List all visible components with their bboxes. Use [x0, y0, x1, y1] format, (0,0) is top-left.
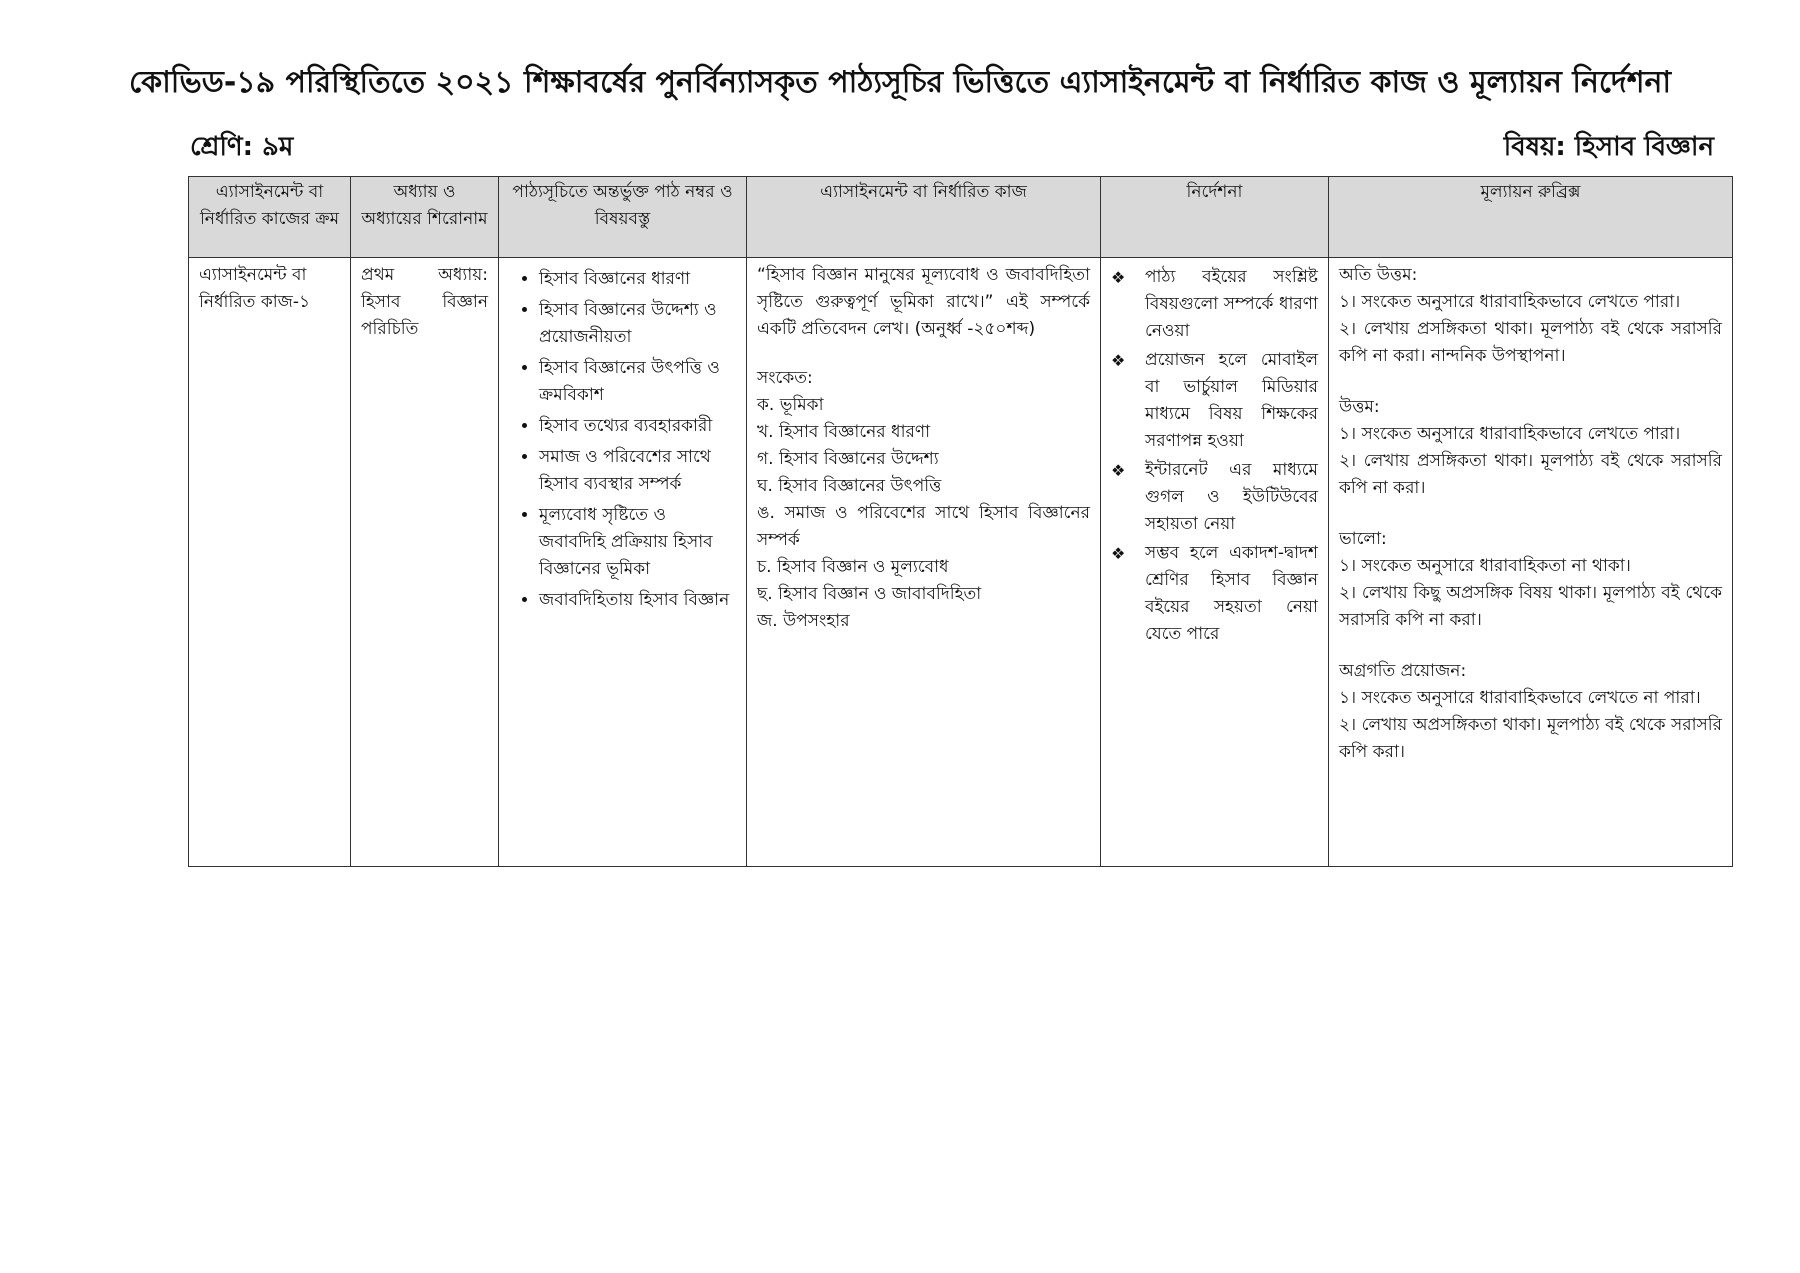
rubric-point: ২। লেখায় কিছু অপ্রসঙ্গিক বিষয় থাকা। মূলপাঠ্য বই থেকে সরাসরি কপি না করা।: [1339, 583, 1722, 630]
page-title: কোভিড-১৯ পরিস্থিতিতে ২০২১ শিক্ষাবর্ষের পুনর্বিন্যাসকৃত পাঠ্যসূচির ভিত্তিতে এ্যাসাইনমেন্ট বা নির্ধারিত কাজ ও মূল্যায়ন নির্দেশনা: [128, 65, 1672, 100]
header-instructions: নির্দেশনা: [1101, 177, 1329, 258]
rubric-point: ১। সংকেত অনুসারে ধারাবাহিকভাবে লেখতে না পারা।: [1339, 688, 1701, 708]
rubric-point: ১। সংকেত অনুসারে ধারাবাহিকভাবে লেখতে পারা।: [1339, 292, 1681, 312]
table-header-row: [189, 177, 1733, 258]
list-item: • হিসাব বিজ্ঞানের উদ্দেশ্য ও প্রয়োজনীয়তা: [539, 297, 736, 351]
hint-item: চ. হিসাব বিজ্ঞান ও মূল্যবোধ: [757, 557, 949, 577]
hint-item: ঘ. হিসাব বিজ্ঞানের উৎপত্তি: [757, 476, 942, 496]
header-task: এ্যাসাইনমেন্ট বা নির্ধারিত কাজ: [747, 177, 1101, 258]
list-item: ❖ সম্ভব হলে একাদশ-দ্বাদশ শ্রেণির হিসাব বিজ্ঞান বইয়ের সহয়তা নেয়া যেতে পারে: [1111, 540, 1318, 648]
hints-title: সংকেত:: [757, 368, 813, 388]
hint-item: ঙ. সমাজ ও পরিবেশের সাথে হিসাব বিজ্ঞানের সম্পর্ক: [757, 503, 1090, 550]
diamond-bullet-icon: ❖: [1111, 544, 1126, 563]
rubric-level-title: ভালো:: [1339, 529, 1387, 549]
cell-contents: [499, 258, 747, 867]
rubric-level: [1339, 526, 1722, 634]
hint-item: ছ. হিসাব বিজ্ঞান ও জাবাবদিহিতা: [757, 584, 982, 604]
list-item: ❖ ইন্টারনেট এর মাধ্যমে গুগল ও ইউটিউবের সহায়তা নেয়া: [1111, 457, 1318, 538]
class-label: শ্রেণি: ৯ম: [190, 132, 294, 162]
header-contents: পাঠ্যসূচিতে অন্তর্ভুক্ত পাঠ নম্বর ও বিষয়বস্তু: [499, 177, 747, 258]
assignment-table: [188, 176, 1733, 867]
cell-rubric: [1329, 258, 1733, 867]
diamond-bullet-icon: ❖: [1111, 268, 1126, 287]
cell-chapter: প্রথম অধ্যায়: হিসাব বিজ্ঞান পরিচিতি: [351, 258, 499, 867]
cell-instructions: [1101, 258, 1329, 867]
rubric-level: [1339, 262, 1722, 370]
rubric-level: [1339, 658, 1722, 766]
list-item: ❖ পাঠ্য বইয়ের সংশ্লিষ্ট বিষয়গুলো সম্পর্কে ধারণা নেওয়া: [1111, 264, 1318, 345]
rubric-level-title: উত্তম:: [1339, 397, 1380, 417]
list-item: • হিসাব বিজ্ঞানের ধারণা: [539, 266, 736, 293]
rubric-point: ১। সংকেত অনুসারে ধারাবাহিকভাবে লেখতে পারা।: [1339, 424, 1681, 444]
subject-label: বিষয়: হিসাব বিজ্ঞান: [1503, 132, 1714, 162]
header-assignment-no: এ্যাসাইনমেন্ট বা নির্ধারিত কাজের ক্রম: [189, 177, 351, 258]
contents-list: [509, 266, 736, 614]
cell-task: [747, 258, 1101, 867]
rubric-level-title: অতি উত্তম:: [1339, 265, 1418, 285]
list-item: • হিসাব বিজ্ঞানের উৎপত্তি ও ক্রমবিকাশ: [539, 355, 736, 409]
header-chapter: অধ্যায় ও অধ্যায়ের শিরোনাম: [351, 177, 499, 258]
rubric-level: [1339, 394, 1722, 502]
rubric-point: ১। সংকেত অনুসারে ধারাবাহিকতা না থাকা।: [1339, 556, 1631, 576]
rubric-point: ২। লেখায় অপ্রসঙ্গিকতা থাকা। মূলপাঠ্য বই থেকে সরাসরি কপি করা।: [1339, 715, 1722, 762]
table-row: [189, 258, 1733, 867]
hint-item: খ. হিসাব বিজ্ঞানের ধারণা: [757, 422, 931, 442]
instructions-list: [1111, 264, 1318, 648]
list-item: • সমাজ ও পরিবেশের সাথে হিসাব ব্যবস্থার সম্পর্ক: [539, 444, 736, 498]
list-item: • মূল্যবোধ সৃষ্টিতে ও জবাবদিহি প্রক্রিয়ায় হিসাব বিজ্ঞানের ভূমিকা: [539, 502, 736, 583]
rubric-level-title: অগ্রগতি প্রয়োজন:: [1339, 661, 1467, 681]
rubric-point: ২। লেখায় প্রসঙ্গিকতা থাকা। মূলপাঠ্য বই থেকে সরাসরি কপি না করা।: [1339, 451, 1722, 498]
hint-item: গ. হিসাব বিজ্ঞানের উদ্দেশ্য: [757, 449, 939, 469]
list-item: • জবাবদিহিতায় হিসাব বিজ্ঞান: [539, 587, 736, 614]
hint-item: জ. উপসংহার: [757, 611, 850, 631]
cell-assignment-no: এ্যাসাইনমেন্ট বা নির্ধারিত কাজ-১: [189, 258, 351, 867]
rubric-point: ২। লেখায় প্রসঙ্গিকতা থাকা। মূলপাঠ্য বই থেকে সরাসরি কপি না করা। নান্দনিক উপস্থাপনা।: [1339, 319, 1722, 366]
diamond-bullet-icon: ❖: [1111, 351, 1126, 370]
task-lead: “হিসাব বিজ্ঞান মানুষের মূল্যবোধ ও জবাবদিহিতা সৃষ্টিতে গুরুত্বপূর্ণ ভূমিকা রাখে।” এই সম্পর্কে একটি প্রতিবেদন লেখ। (অনুর্ধ্ব -২৫০শব্দ): [757, 265, 1090, 339]
list-item: • হিসাব তথ্যের ব্যবহারকারী: [539, 413, 736, 440]
hint-item: ক. ভূমিকা: [757, 395, 824, 415]
list-item: ❖ প্রয়োজন হলে মোবাইল বা ভার্চুয়াল মিডিয়ার মাধ্যমে বিষয় শিক্ষকের সরণাপন্ন হওয়া: [1111, 347, 1318, 455]
diamond-bullet-icon: ❖: [1111, 461, 1126, 480]
header-rubric: মূল্যায়ন রুব্রিক্স: [1329, 177, 1733, 258]
